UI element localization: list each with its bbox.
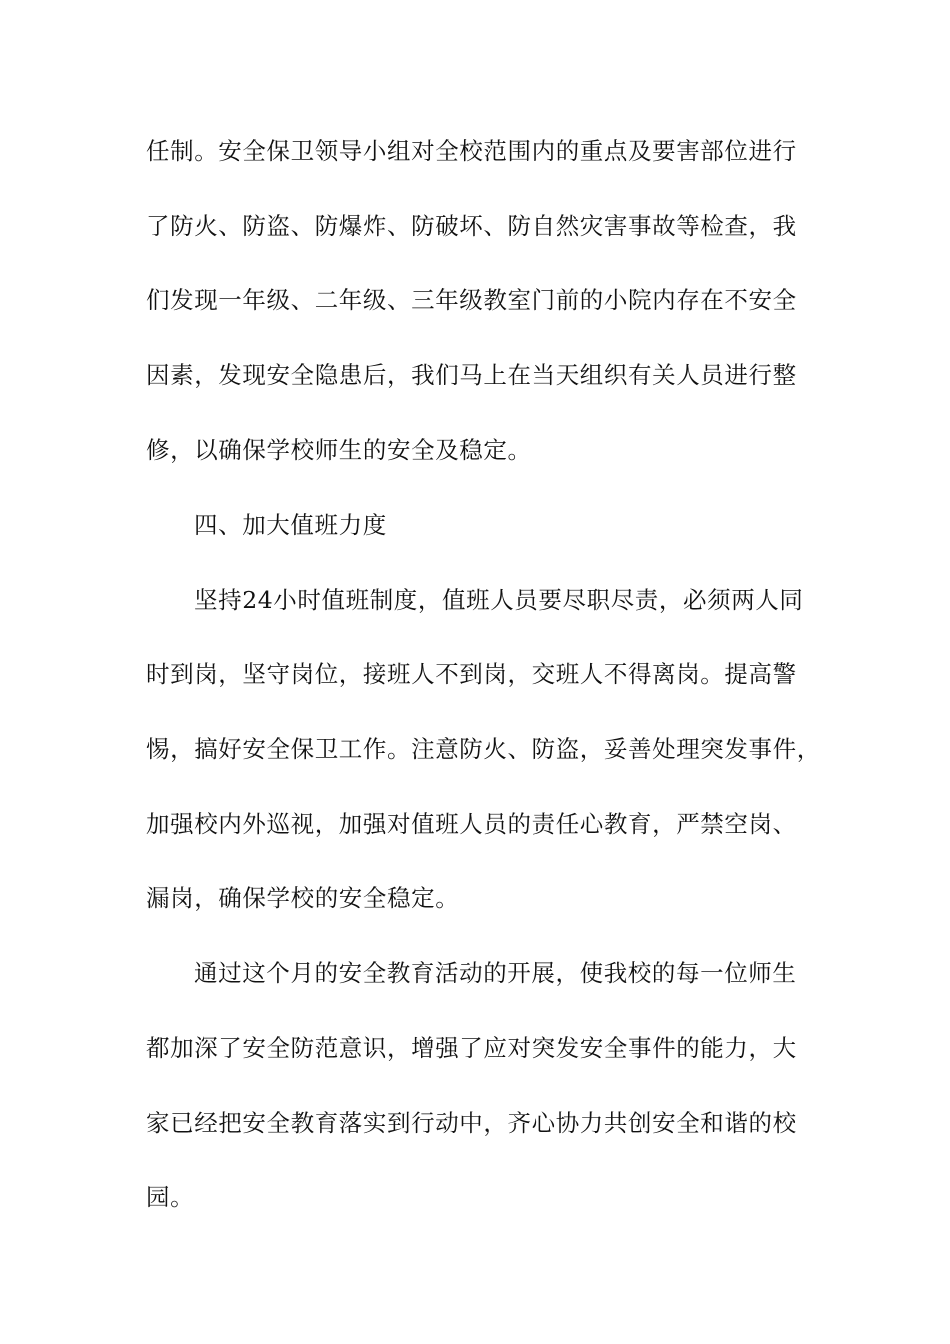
paragraph-line: 都加深了安全防范意识，增强了应对突发安全事件的能力，大 xyxy=(146,1034,797,1062)
paragraph-line: 惕，搞好安全保卫工作。注意防火、防盗，妥善处理突发事件， xyxy=(146,735,821,763)
paragraph-line: 们发现一年级、二年级、三年级教室门前的小院内存在不安全 xyxy=(146,286,797,314)
paragraph-line: 修，以确保学校师生的安全及稳定。 xyxy=(146,436,532,464)
paragraph-line: 通过这个月的安全教育活动的开展，使我校的每一位师生 xyxy=(194,959,797,987)
section-heading: 四、加大值班力度 xyxy=(194,511,387,539)
paragraph-line: 坚持24小时值班制度，值班人员要尽职尽责，必须两人同 xyxy=(194,586,804,614)
paragraph-line: 漏岗，确保学校的安全稳定。 xyxy=(146,884,460,912)
paragraph-line: 时到岗，坚守岗位，接班人不到岗，交班人不得离岗。提高警 xyxy=(146,660,797,688)
paragraph-line: 了防火、防盗、防爆炸、防破坏、防自然灾害事故等检查，我 xyxy=(146,212,797,240)
paragraph-line: 家已经把安全教育落实到行动中，齐心协力共创安全和谐的校 xyxy=(146,1109,797,1137)
paragraph-line: 因素，发现安全隐患后，我们马上在当天组织有关人员进行整 xyxy=(146,361,797,389)
paragraph-line: 加强校内外巡视，加强对值班人员的责任心教育，严禁空岗、 xyxy=(146,810,797,838)
paragraph-line: 园。 xyxy=(146,1183,195,1211)
paragraph-line: 任制。安全保卫领导小组对全校范围内的重点及要害部位进行 xyxy=(146,137,797,165)
